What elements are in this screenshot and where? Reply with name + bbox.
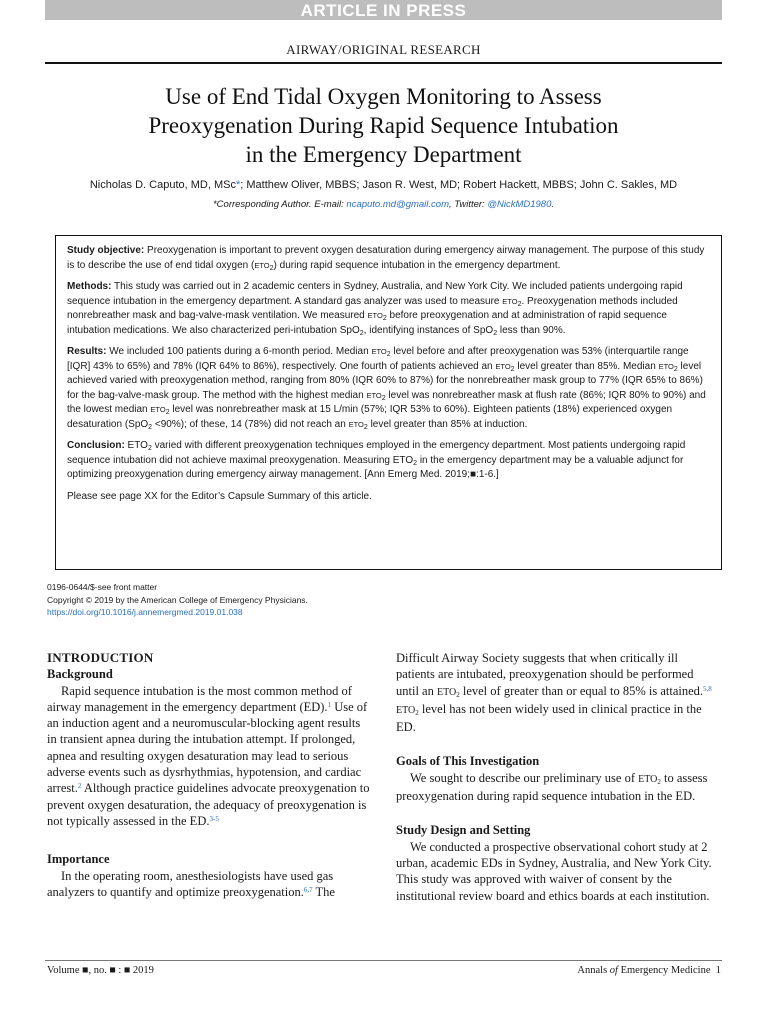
abstract-text: level greater than 85%. Median [514,360,659,372]
article-meta [47,581,308,619]
capsule-note: Please see page XX for the Editor’s Capsule Summary of this article. [67,490,372,502]
title-line: Preoxygenation During Rapid Sequence Intubation [148,113,619,138]
abstract-text: ETO [124,440,148,451]
design-paragraph: We conducted a prospective observational cohort study at 2 urban, academic EDs in Sydney, Australia, and New York City. This study was approved with waiver of consent by the institutional review board and ethics boards at each institution. [396,839,712,903]
subscript: 2 [415,708,419,717]
title-line: Use of End Tidal Oxygen Monitoring to Assess [165,84,602,109]
abstract-conclusion [67,439,710,483]
subscript: 2 [148,423,153,431]
twitter-link[interactable]: @NickMD1980 [487,199,552,210]
eto-symbol: ETO [254,260,270,270]
eto-symbol: ETO [348,419,364,429]
body-column-right [396,650,719,904]
reference-link[interactable]: 1 [327,700,332,709]
reference-link[interactable]: 2 [77,782,82,791]
abstract-text: in the emergency department may be a valuable adjunct for optimizing preoxygenation during emergency airway management. [Ann Emerg Med. 2019;■:1-6.] [67,454,684,480]
body-text: Use of an induction agent and a neuromuscular-blocking agent results in transient apnea during the intubation attempt. If prolonged, apnea and resulting oxygen desaturation may lead to serious adverse events such as dysrhythmias, hypotension, and cardiac arrest. [47,699,368,796]
article-title [80,82,687,169]
footer-rule [45,960,722,961]
reference-link[interactable]: 3-5 [209,814,219,823]
twitter-prefix: , Twitter: [448,199,488,210]
corresponding-prefix: *Corresponding Author. E-mail: [212,199,347,210]
eto-symbol: ETO [367,311,383,320]
subscript: 2 [657,777,661,786]
subscript: 2 [359,329,364,337]
abstract-methods [67,280,710,338]
corresponding-suffix: . [551,199,555,210]
results-label: Results: [67,346,107,357]
eto-symbol: ETO [150,405,166,414]
footer-journal [577,965,721,976]
eto-symbol: ETO [371,347,387,356]
abstract-text: This study was carried out in 2 academic centers in Sydney, Australia, and New York City. We included patients undergoing rapid sequence intubation in the emergency department. A standard gas analyzer was used to measure [67,281,683,307]
methods-label: Methods: [67,281,112,292]
journal-name: Emergency Medicine [617,965,711,976]
abstract-text: before preoxygenation and at administration of rapid sequence intubation medications. We also characterized peri-intubation SpO [67,310,667,336]
eto-symbol: ETO [366,390,382,400]
abstract-text: ) during rapid sequence intubation in the emergency department. [273,259,561,271]
body-text: to assess preoxygenation during rapid sequence intubation in the ED. [396,770,708,804]
section-label: AIRWAY/ORIGINAL RESEARCH [286,42,481,57]
subscript: 2 [381,394,386,402]
eto-symbol: ETO [396,704,416,716]
email-link[interactable]: ncaputo.md@gmail.com [346,199,449,210]
reference-link[interactable]: 5,8 [703,684,712,693]
abstract-box [55,235,722,570]
journal-name: of [609,965,618,976]
body-text: We sought to describe our preliminary use of [410,770,639,785]
page-number: 1 [715,965,721,976]
importance-paragraph [47,868,370,901]
author-rest: ; Matthew Oliver, MBBS; Jason R. West, MD; Robert Hackett, MBBS; John C. Sakles, MD [240,179,678,191]
body-text: level has not been widely used in clinical practice in the ED. [396,701,702,735]
abstract-objective [67,244,710,273]
footer-volume: Volume ■, no. ■ : ■ 2019 [47,965,154,976]
abstract-text: level before and after preoxygenation was 53% (interquartile range [IQR] 43% to 65%) and 78% (IQR 64% to 86%), respectively. One fourth of patients achieved an [67,346,689,372]
body-text: Rapid sequence intubation is the most common method of airway management in the emergency department (ED). [47,683,352,714]
eto-symbol: ETO [502,296,518,306]
abstract-text: varied with different preoxygenation techniques employed in the emergency department. Most patients undergoing rapid sequence intubation did not achieve maximal preoxygenation. Measuring ETO [67,440,686,466]
corresponding-author [45,199,722,210]
subscript: 2 [165,409,170,416]
corresponding-author-marker[interactable]: * [235,179,241,191]
abstract-text: . Preoxygenation methods included nonrebreather mask and bag-valve-mask ventilation. We measured [67,295,678,321]
goals-heading: Goals of This Investigation [396,754,540,769]
abstract-text: level achieved varied with preoxygenation method, ranging from 80% (IQR 60% to 87%) for the nonrebreather mask group to 77% (IQR 65% to 86%) for the bag-valve-mask group. The method with the highest median [67,360,703,401]
importance-heading: Importance [47,852,110,867]
subscript: 2 [147,445,152,452]
author-first: Nicholas D. Caputo, MD, MSc [89,179,236,191]
eto-symbol: ETO [436,686,457,698]
abstract-text: Preoxygenation is important to prevent oxygen desaturation during emergency airway management. The purpose of this study is to describe the use of end tidal oxygen ( [67,245,705,271]
body-text: Difficult Airway Society suggests that when critically ill patients are intubated, preoxygenation should be performed until an [396,651,694,698]
issn: 0196-0644/$-see front matter [47,582,158,592]
background-heading: Background [47,667,113,682]
subscript: 2 [517,300,522,308]
body-text: Although practice guidelines advocate preoxygenation to prevent oxygen desaturation, the adequacy of preoxygenation is not typically assessed in the ED. [47,781,370,828]
body-text: The [312,884,335,899]
author-list [45,179,722,191]
subscript: 2 [673,365,678,373]
journal-name: Annals [577,965,610,976]
subscript: 2 [510,365,515,373]
background-paragraph [47,683,370,830]
subscript: 2 [493,329,498,337]
design-heading: Study Design and Setting [396,823,531,838]
title-line: in the Emergency Department [245,142,522,167]
abstract-text: , identifying instances of SpO [363,324,494,336]
eto-symbol: ETO [495,361,511,371]
copyright: Copyright © 2019 by the American College of Emergency Physicians. [47,594,308,605]
abstract-text: <90%); of these, 14 (78%) did not reach an [152,418,349,430]
reference-link[interactable]: 6,7 [303,885,313,894]
abstract-text: level was nonrebreather mask at 15 L/min (57%; IQR 53% to 60%). Eighteen patients (18%) experienced oxygen desaturation (SpO [67,404,673,430]
body-text: In the operating room, anesthesiologists have used gas analyzers to quantify and optimize preoxygenation. [47,868,334,899]
subscript: 2 [456,690,460,699]
abstract-text: We included 100 patients during a 6-month period. Median [106,346,372,357]
header-rule [45,62,722,64]
eto-symbol: ETO [638,773,658,785]
introduction-heading: INTRODUCTION [47,650,154,665]
body-text: level of greater than or equal to 85% is attained. [459,683,704,698]
abstract-text: level was nonrebreather mask at flush rate (86%; IQR 80% to 90%) and the lowest median [67,389,706,415]
abstract-results [67,345,710,432]
subscript: 2 [269,264,274,272]
eto-symbol: ETO [658,361,674,371]
subscript: 2 [413,459,418,467]
abstract-text: less than 90%. [497,324,566,336]
abstract-text: level greater than 85% at induction. [367,418,528,430]
doi-link[interactable]: https://doi.org/10.1016/j.annemergmed.2019.01.038 [47,607,243,617]
conclusion-label: Conclusion: [67,440,125,451]
subscript: 2 [386,351,391,358]
continued-paragraph [396,650,719,735]
subscript: 2 [382,315,387,322]
goals-paragraph [396,770,719,805]
objective-label: Study objective: [67,245,145,256]
subscript: 2 [363,423,368,431]
article-in-press-banner: ARTICLE IN PRESS [45,0,722,20]
body-column-left [47,650,370,900]
